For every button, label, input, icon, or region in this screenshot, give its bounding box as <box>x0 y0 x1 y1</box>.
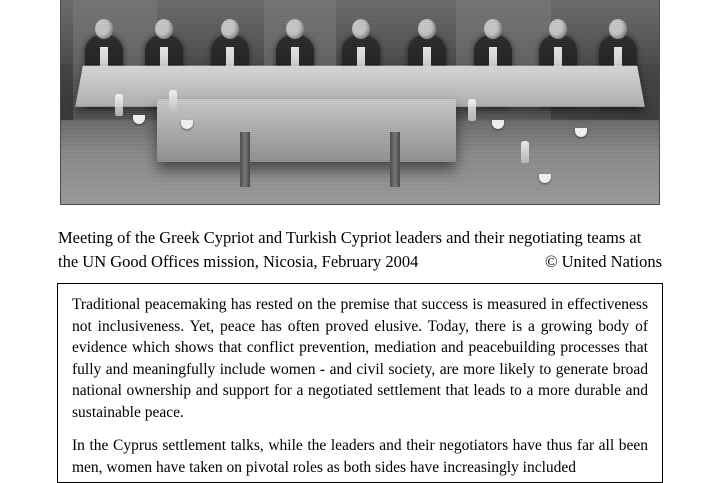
pull-quote-content <box>58 284 662 478</box>
pull-quote-paragraph: In the Cyprus settlement talks, while the leaders and their negotiators have thus far all been men, women have taken on pivotal roles as both sides have increasingly included <box>72 437 648 476</box>
caption-line-2: the UN Good Offices mission, Nicosia, February 2004 <box>58 252 419 271</box>
photo-image <box>61 0 659 204</box>
meeting-photograph <box>60 0 660 205</box>
photo-cup <box>492 120 504 129</box>
pull-quote-paragraph: Traditional peacemaking has rested on the premise that success is measured in effectiveness not inclusiveness. Yet, peace has often proved elusive. Today, there is a growing body of evidence which shows that conflict prevention, mediation and peacebuilding processes that fully and meaningfully include women - and civil society, are more likely to generate broad national ownership and support for a negotiated settlement that leads to a more durable and sustainable peace. <box>72 296 648 421</box>
figure-caption <box>58 226 662 274</box>
photo-credit: © United Nations <box>544 252 662 271</box>
pull-quote-box <box>57 283 663 483</box>
caption-line-1: Meeting of the Greek Cypriot and Turkish Cypriot leaders and their negotiating teams at <box>58 228 642 247</box>
photo-table-front <box>157 99 456 162</box>
photo-table-leg <box>390 132 400 187</box>
photo-bottle <box>468 99 476 121</box>
photo-table-leg <box>240 132 250 187</box>
photo-bottle <box>521 141 529 163</box>
photo-cup <box>181 120 193 129</box>
photo-bottle <box>169 90 177 112</box>
photo-bottle <box>115 94 123 116</box>
